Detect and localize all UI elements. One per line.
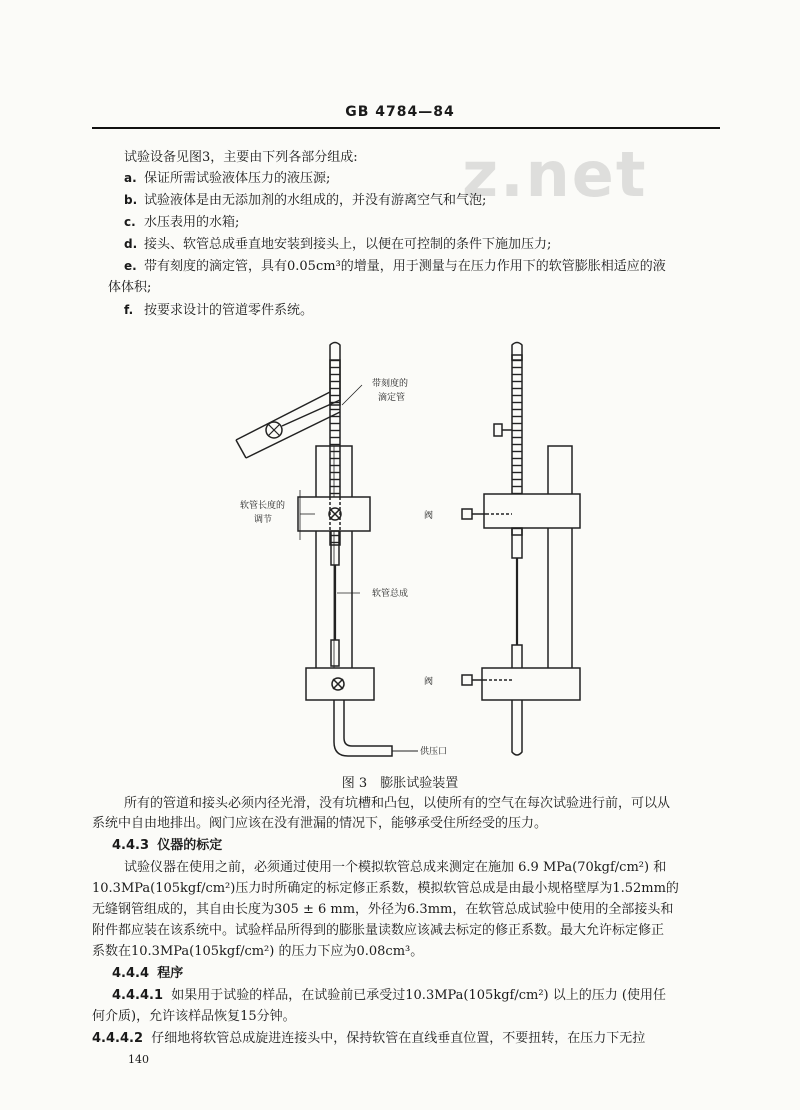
list-item [124,236,551,253]
list-item [124,170,330,187]
label-hose-adjust: 软管长度的 [240,501,286,511]
figure-caption: 图 3 膨胀试验装置 [341,776,459,791]
header-rule [92,127,720,129]
label-burette-2: 滴定管 [378,393,406,403]
paragraph-line: 系数在10.3MPa(105kgf/cm²) 的压力下应为0.08cm³。 [92,944,424,959]
item-text: 按要求设计的管道零件系统。 [144,303,314,318]
right-lower-block [482,668,580,700]
item-text: 保证所需试验液体压力的液压源; [144,171,331,186]
item-label: c. [124,215,136,229]
standard-number: GB 4784—84 [345,104,455,120]
item-text: 体体积; [108,280,152,295]
right-support-column [548,446,572,682]
label-hose-adjust-2: 调节 [254,515,273,525]
label-hose-assembly: 软管总成 [372,589,409,599]
paragraph-line: 所有的管道和接头必须内径光滑，没有坑槽和凸包，以使所有的空气在每次试验进行前，可以从 [124,796,671,811]
section-heading [112,966,183,982]
intro-text: 试验设备见图3，主要由下列各部分组成: [124,150,358,165]
valve-stem-bottom [462,675,472,685]
list-item [124,258,666,275]
item-label: e. [124,259,137,273]
list-item [108,280,151,296]
item-label: d. [124,237,138,251]
clause-number: 4.4.4.1 [112,988,163,1003]
right-apparatus [462,343,580,756]
item-text: 带有刻度的滴定管，具有0.05cm³的增量，用于测量与在压力作用下的软管膨胀相适应的液 [144,259,666,274]
label-valve-bottom: 阀 [424,677,434,687]
clause-text: 如果用于试验的样品，在试验前已承受过10.3MPa(105kgf/cm²) 以上的压力 (使用任 [171,988,666,1003]
right-upper-block [484,494,580,528]
valve-stem-top [462,509,472,519]
list-item [124,302,313,319]
list-item [124,192,486,209]
expansion-test-figure [0,330,800,770]
item-text: 接头、软管总成垂直地安装到接头上，以便在可控制的条件下施加压力; [144,237,552,252]
item-label: a. [124,171,137,185]
watermark: z.net [462,138,648,211]
supply-pipe [334,700,392,756]
paragraph-line [112,988,666,1004]
paragraph-line: 试验仪器在使用之前，必须通过使用一个模拟软管总成来测定在施加 6.9 MPa(70kgf/cm²) 和 [124,860,667,875]
section-heading [112,838,222,854]
section-title: 程序 [157,966,184,981]
paragraph-line [92,1031,645,1047]
list-item [124,214,239,231]
section-number: 4.4.3 [112,838,150,853]
item-text: 水压表用的水箱; [144,215,240,230]
label-valve-top: 阀 [424,511,434,521]
clause-text: 仔细地将软管总成旋进连接头中，保持软管在直线垂直位置，不要扭转，在压力下无拉 [151,1031,646,1046]
left-apparatus [236,343,418,757]
label-supply-port: 供压口 [420,747,448,757]
item-label: f. [124,303,134,317]
paragraph-line: 10.3MPa(105kgf/cm²)压力时所确定的标定修正系数，模拟软管总成是由最小规格壁厚为1.52mm的 [92,881,679,896]
paragraph-line: 何介质)，允许该样品恢复15分钟。 [92,1009,296,1024]
paragraph-line: 系统中自由地排出。阀门应该在没有泄漏的情况下，能够承受住所经受的压力。 [92,816,548,831]
item-label: b. [124,193,138,207]
lower-clamp-block [306,668,374,700]
paragraph-line: 无缝钢管组成的，其自由长度为305 ± 6 mm，外径为6.3mm，在软管总成试验中使用的全部接头和 [92,902,674,917]
label-burette: 带刻度的 [372,379,409,389]
clause-number: 4.4.4.2 [92,1031,143,1046]
stopcock [494,424,502,436]
page-number: 140 [128,1053,149,1066]
section-title: 仪器的标定 [157,838,223,853]
section-number: 4.4.4 [112,966,150,981]
paragraph-line: 附件都应装在该系统中。试验样品所得到的膨胀量读数应该减去标定的修正系数。最大允许标定修正 [92,923,665,938]
item-text: 试验液体是由无添加剂的水组成的，并没有游离空气和气泡; [144,193,487,208]
